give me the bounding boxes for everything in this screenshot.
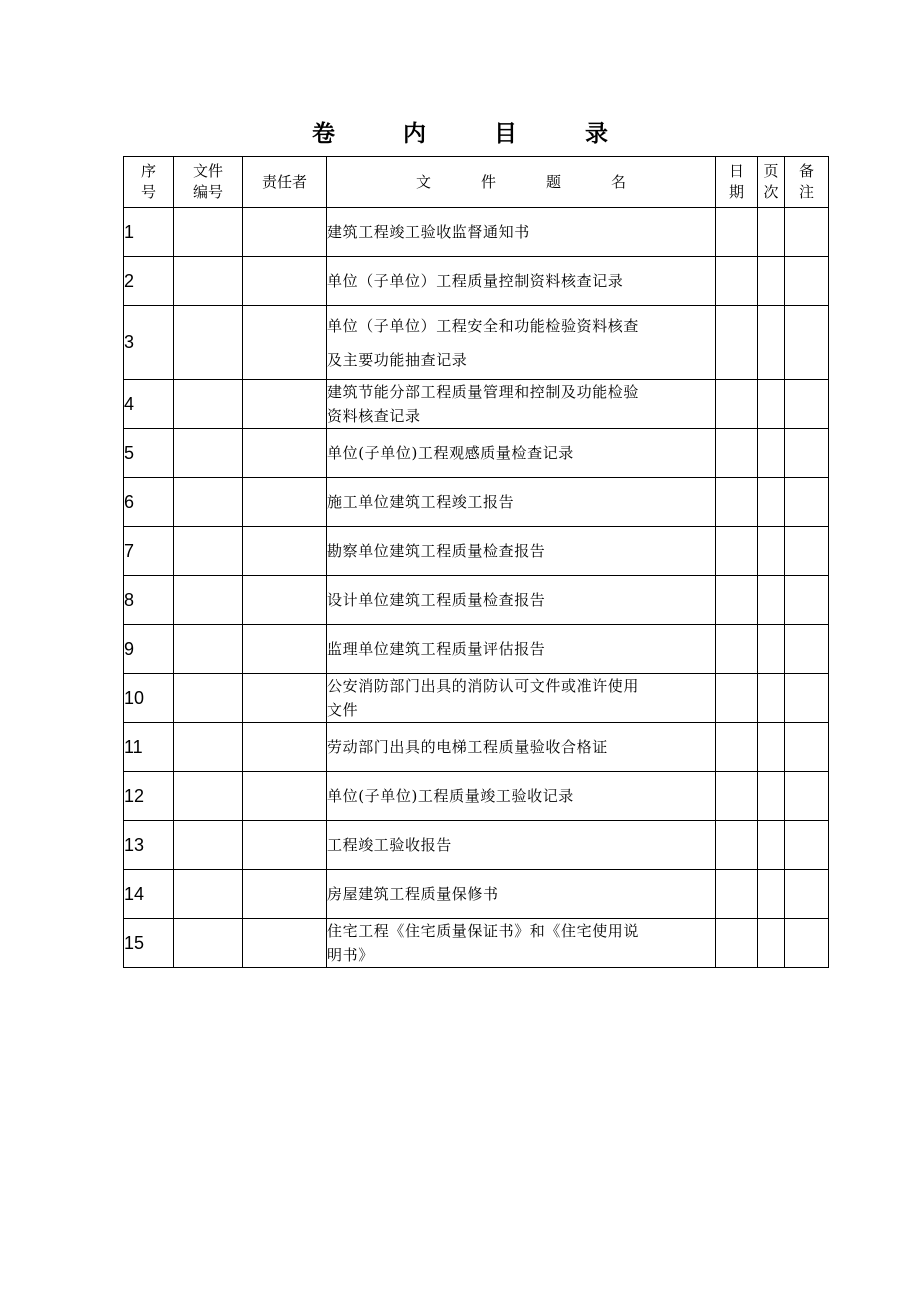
row-date: [716, 674, 758, 723]
title-char: 录: [585, 120, 608, 147]
row-remark: [785, 674, 829, 723]
doc-title-line: 明书》: [327, 946, 374, 964]
row-number: 9: [124, 625, 174, 674]
row-doc-no: [174, 306, 243, 380]
row-doc-no: [174, 527, 243, 576]
row-number: 8: [124, 576, 174, 625]
row-number: 1: [124, 208, 174, 257]
row-doc-title: [327, 306, 716, 380]
header-date: 日 期: [716, 157, 758, 208]
row-remark: [785, 478, 829, 527]
row-remark: [785, 919, 829, 968]
row-responsible: [243, 674, 327, 723]
row-remark: [785, 772, 829, 821]
row-doc-no: [174, 208, 243, 257]
row-page: [758, 306, 785, 380]
row-doc-title: [327, 208, 716, 257]
row-doc-no: [174, 772, 243, 821]
row-date: [716, 257, 758, 306]
row-responsible: [243, 306, 327, 380]
row-page: [758, 870, 785, 919]
row-page: [758, 527, 785, 576]
header-responsible: 责任者: [243, 157, 327, 208]
row-page: [758, 674, 785, 723]
row-date: [716, 478, 758, 527]
row-doc-title: [327, 674, 716, 723]
doc-title-line: 单位（子单位）工程安全和功能检验资料核查: [327, 316, 640, 335]
row-responsible: [243, 478, 327, 527]
doc-title-line: 施工单位建筑工程竣工报告: [327, 493, 515, 511]
doc-title-line: 劳动部门出具的电梯工程质量验收合格证: [327, 738, 608, 756]
row-remark: [785, 821, 829, 870]
row-remark: [785, 625, 829, 674]
row-responsible: [243, 772, 327, 821]
page-title: [0, 116, 920, 152]
table-row: [124, 429, 829, 478]
row-doc-title: [327, 772, 716, 821]
doc-title-line: 文件: [327, 701, 359, 719]
row-date: [716, 306, 758, 380]
row-doc-no: [174, 821, 243, 870]
row-doc-title: [327, 527, 716, 576]
header-row: [124, 157, 829, 208]
title-char: 卷: [312, 120, 335, 147]
title-char: 内: [403, 120, 426, 147]
row-doc-no: [174, 919, 243, 968]
row-doc-no: [174, 576, 243, 625]
row-page: [758, 380, 785, 429]
table-row: [124, 674, 829, 723]
row-number: 11: [124, 723, 174, 772]
row-number: 5: [124, 429, 174, 478]
doc-title-line: 工程竣工验收报告: [327, 836, 452, 854]
catalog-table: [123, 156, 829, 968]
doc-title-line: 单位(子单位)工程质量竣工验收记录: [327, 787, 574, 805]
row-number: 6: [124, 478, 174, 527]
row-responsible: [243, 257, 327, 306]
table-row: [124, 478, 829, 527]
header-doc-title: 文 件 题 名: [327, 157, 716, 208]
row-remark: [785, 306, 829, 380]
row-remark: [785, 257, 829, 306]
row-responsible: [243, 870, 327, 919]
table-row: [124, 257, 829, 306]
row-responsible: [243, 429, 327, 478]
table-row: [124, 919, 829, 968]
doc-title-line: 监理单位建筑工程质量评估报告: [327, 640, 546, 658]
doc-title-line: 房屋建筑工程质量保修书: [327, 885, 499, 903]
row-date: [716, 380, 758, 429]
row-responsible: [243, 821, 327, 870]
row-number: 12: [124, 772, 174, 821]
row-date: [716, 870, 758, 919]
table-row: [124, 306, 829, 380]
doc-title-line: 建筑工程竣工验收监督通知书: [327, 223, 530, 241]
table-row: [124, 870, 829, 919]
row-page: [758, 576, 785, 625]
row-remark: [785, 576, 829, 625]
row-doc-no: [174, 478, 243, 527]
row-date: [716, 821, 758, 870]
row-doc-title: [327, 257, 716, 306]
title-char: 目: [494, 120, 517, 147]
row-responsible: [243, 576, 327, 625]
header-doc-no: 文件 编号: [174, 157, 243, 208]
doc-title-line: 单位（子单位）工程质量控制资料核查记录: [327, 272, 624, 290]
row-date: [716, 576, 758, 625]
row-responsible: [243, 380, 327, 429]
table-row: [124, 576, 829, 625]
row-doc-no: [174, 870, 243, 919]
row-remark: [785, 208, 829, 257]
row-page: [758, 625, 785, 674]
doc-title-line: 勘察单位建筑工程质量检查报告: [327, 542, 546, 560]
row-page: [758, 821, 785, 870]
row-number: 10: [124, 674, 174, 723]
row-doc-title: [327, 478, 716, 527]
row-number: 3: [124, 306, 174, 380]
row-responsible: [243, 527, 327, 576]
row-doc-title: [327, 576, 716, 625]
row-number: 2: [124, 257, 174, 306]
table-row: [124, 527, 829, 576]
doc-title-line: 及主要功能抽查记录: [327, 350, 468, 369]
row-page: [758, 772, 785, 821]
doc-title-line: 建筑节能分部工程质量管理和控制及功能检验: [327, 383, 640, 401]
row-doc-no: [174, 380, 243, 429]
row-responsible: [243, 208, 327, 257]
row-doc-no: [174, 674, 243, 723]
row-remark: [785, 527, 829, 576]
row-date: [716, 772, 758, 821]
row-page: [758, 429, 785, 478]
doc-title-line: 资料核查记录: [327, 407, 421, 425]
table-row: [124, 723, 829, 772]
row-number: 4: [124, 380, 174, 429]
row-page: [758, 208, 785, 257]
table-row: [124, 821, 829, 870]
row-doc-title: [327, 429, 716, 478]
row-remark: [785, 723, 829, 772]
header-page: 页 次: [758, 157, 785, 208]
row-page: [758, 919, 785, 968]
row-doc-title: [327, 625, 716, 674]
row-number: 13: [124, 821, 174, 870]
row-doc-title: [327, 821, 716, 870]
row-doc-no: [174, 257, 243, 306]
row-page: [758, 257, 785, 306]
row-number: 15: [124, 919, 174, 968]
row-doc-title: [327, 870, 716, 919]
row-doc-title: [327, 723, 716, 772]
row-page: [758, 723, 785, 772]
table-row: [124, 380, 829, 429]
row-doc-title: [327, 380, 716, 429]
row-date: [716, 723, 758, 772]
row-responsible: [243, 723, 327, 772]
row-responsible: [243, 625, 327, 674]
row-responsible: [243, 919, 327, 968]
doc-title-line: 住宅工程《住宅质量保证书》和《住宅使用说: [327, 922, 640, 940]
row-doc-no: [174, 429, 243, 478]
doc-title-line: 单位(子单位)工程观感质量检查记录: [327, 444, 574, 462]
row-date: [716, 527, 758, 576]
table-row: [124, 625, 829, 674]
row-remark: [785, 429, 829, 478]
row-number: 14: [124, 870, 174, 919]
doc-title-line: 公安消防部门出具的消防认可文件或准许使用: [327, 677, 640, 695]
row-remark: [785, 380, 829, 429]
doc-title-line: 设计单位建筑工程质量检查报告: [327, 591, 546, 609]
row-remark: [785, 870, 829, 919]
table-row: [124, 772, 829, 821]
row-date: [716, 919, 758, 968]
row-date: [716, 625, 758, 674]
row-doc-no: [174, 625, 243, 674]
row-doc-title: [327, 919, 716, 968]
row-page: [758, 478, 785, 527]
header-remark: 备 注: [785, 157, 829, 208]
row-date: [716, 208, 758, 257]
row-number: 7: [124, 527, 174, 576]
row-doc-no: [174, 723, 243, 772]
table-row: [124, 208, 829, 257]
row-date: [716, 429, 758, 478]
header-seq: 序 号: [124, 157, 174, 208]
